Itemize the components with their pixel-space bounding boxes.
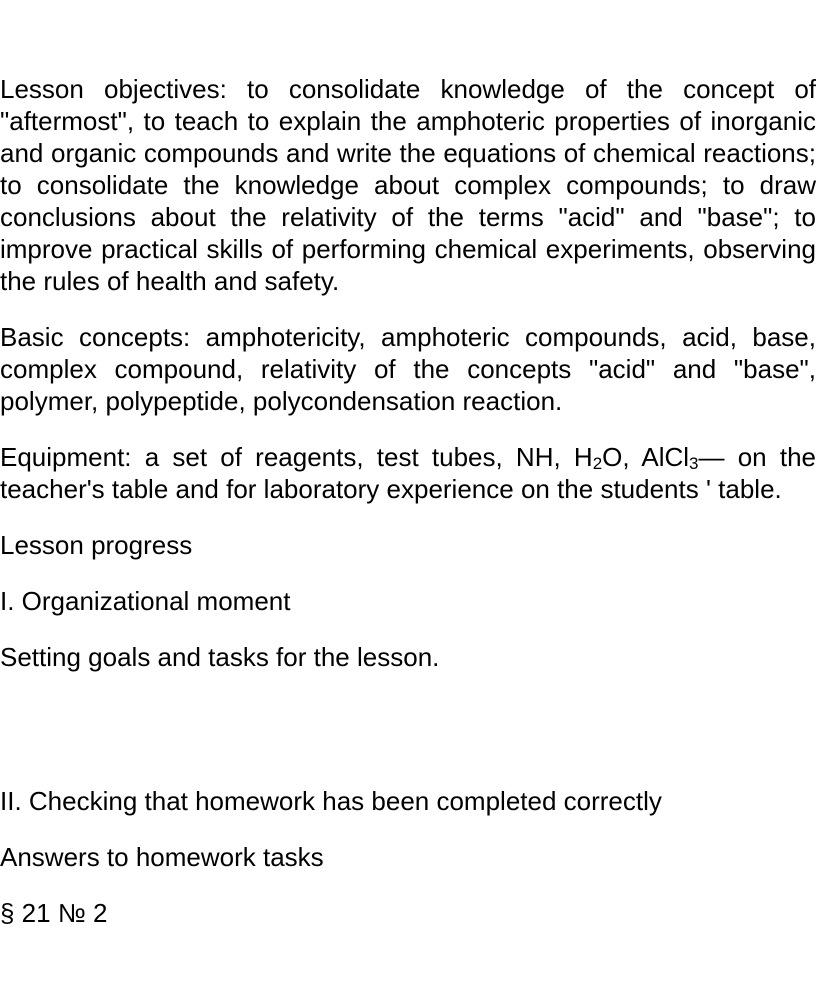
task-reference: § 21 № 2 (0, 898, 108, 928)
section-organizational-moment: I. Organizational moment (0, 586, 291, 616)
basic-concepts-paragraph: Basic concepts: amphotericity, amphoteric compounds, acid, base, complex compound, relativity of the concepts "acid" and "base", polymer, polypeptide, polycondensation reaction. (0, 322, 816, 416)
equipment-text-mid: O, AlCl (602, 442, 690, 472)
equipment-paragraph (0, 441, 816, 505)
answers-heading: Answers to homework tasks (0, 842, 324, 872)
document-page (0, 73, 816, 953)
equipment-text-end: — on the teacher's table and for laboratory experience on the students ' table. (0, 442, 816, 504)
blank-space (0, 697, 816, 785)
section-homework-check: II. Checking that homework has been completed correctly (0, 786, 662, 816)
h2o-subscript: 2 (592, 454, 603, 473)
lesson-progress-heading: Lesson progress (0, 530, 193, 560)
alcl3-subscript: 3 (689, 454, 699, 473)
goals-text: Setting goals and tasks for the lesson. (0, 642, 440, 672)
equipment-text-start: Equipment: a set of reagents, test tubes, NH, H (0, 442, 593, 472)
lesson-objectives-paragraph: Lesson objectives: to consolidate knowledge of the concept of "aftermost", to teach to explain the amphoteric properties of inorganic and organic compounds and write the equations of chemical reactions; to consolidate the knowledge about complex compounds; to draw conclusions about the relativity of the terms "acid" and "base"; to improve practical skills of performing chemical experiments, observing the rules of health and safety. (0, 74, 816, 296)
